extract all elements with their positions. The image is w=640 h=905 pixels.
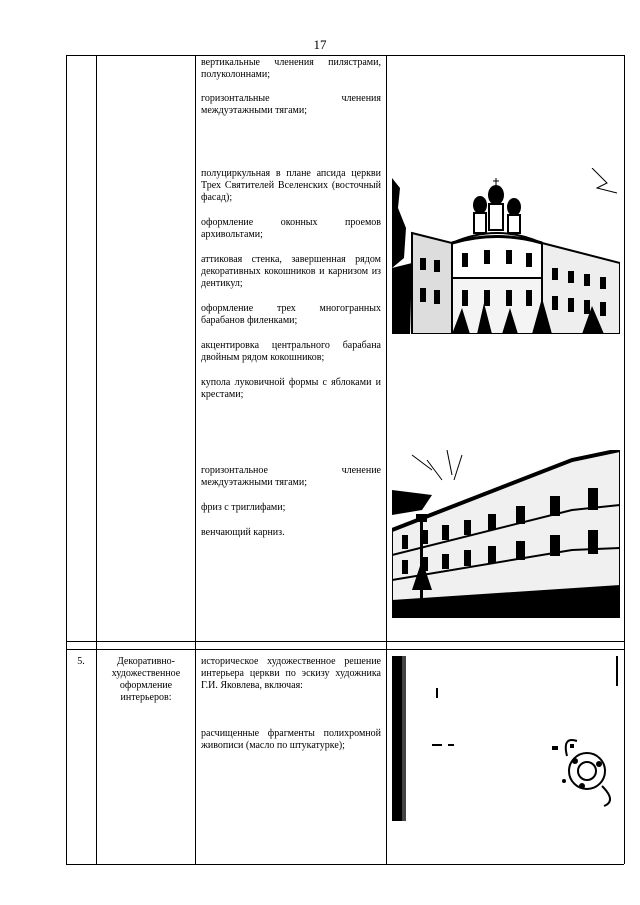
church-apse-photo xyxy=(392,168,620,334)
row-number: 5. xyxy=(77,656,85,667)
list-item: фриз с триглифами; xyxy=(201,502,286,513)
list-item: горизонтальные членения междуэтажными тягами; xyxy=(201,93,381,116)
text-block-apse xyxy=(201,168,381,413)
table-border-right xyxy=(624,55,625,864)
list-item: вертикальные членения пилястрами, полуколоннами; xyxy=(201,57,381,80)
section-title: Декоративно-художественное оформление интерьеров: xyxy=(111,656,181,703)
table-column-divider xyxy=(96,55,97,864)
table-row-divider xyxy=(66,641,624,642)
page-number: 17 xyxy=(313,37,327,52)
list-item: венчающий карниз. xyxy=(201,527,285,538)
list-item: аттиковая стенка, завершенная рядом декоративных кокошников и карнизом из дентикул; xyxy=(201,254,381,289)
table-border-left xyxy=(66,55,67,864)
list-item: горизонтальное членение междуэтажными тягами; xyxy=(201,465,381,488)
table-border-top xyxy=(66,55,624,56)
table-border-bottom xyxy=(66,864,624,865)
list-item: оформление оконных проемов архивольтами; xyxy=(201,217,381,240)
list-item: купола луковичной формы с яблоками и крестами; xyxy=(201,377,381,400)
table-row-divider xyxy=(66,649,624,650)
table-column-divider xyxy=(195,55,196,864)
list-item: акцентировка центрального барабана двойным рядом кокошников; xyxy=(201,340,381,363)
interior-painting-photo xyxy=(392,656,620,821)
building-facade-photo xyxy=(392,450,620,618)
text-block-frieze xyxy=(201,465,381,551)
text-block-interior xyxy=(201,656,381,764)
list-item: историческое художественное решение интерьера церкви по эскизу художника Г.И. Яковлева, включая: xyxy=(201,656,381,691)
list-item: оформление трех многогранных барабанов филенками; xyxy=(201,303,381,326)
table-column-divider xyxy=(386,55,387,864)
list-item: полуциркульная в плане апсида церкви Трех Святителей Вселенских (восточный фасад); xyxy=(201,168,381,203)
text-block-pilasters xyxy=(201,57,381,129)
list-item: расчищенные фрагменты полихромной живописи (масло по штукатурке); xyxy=(201,728,381,751)
